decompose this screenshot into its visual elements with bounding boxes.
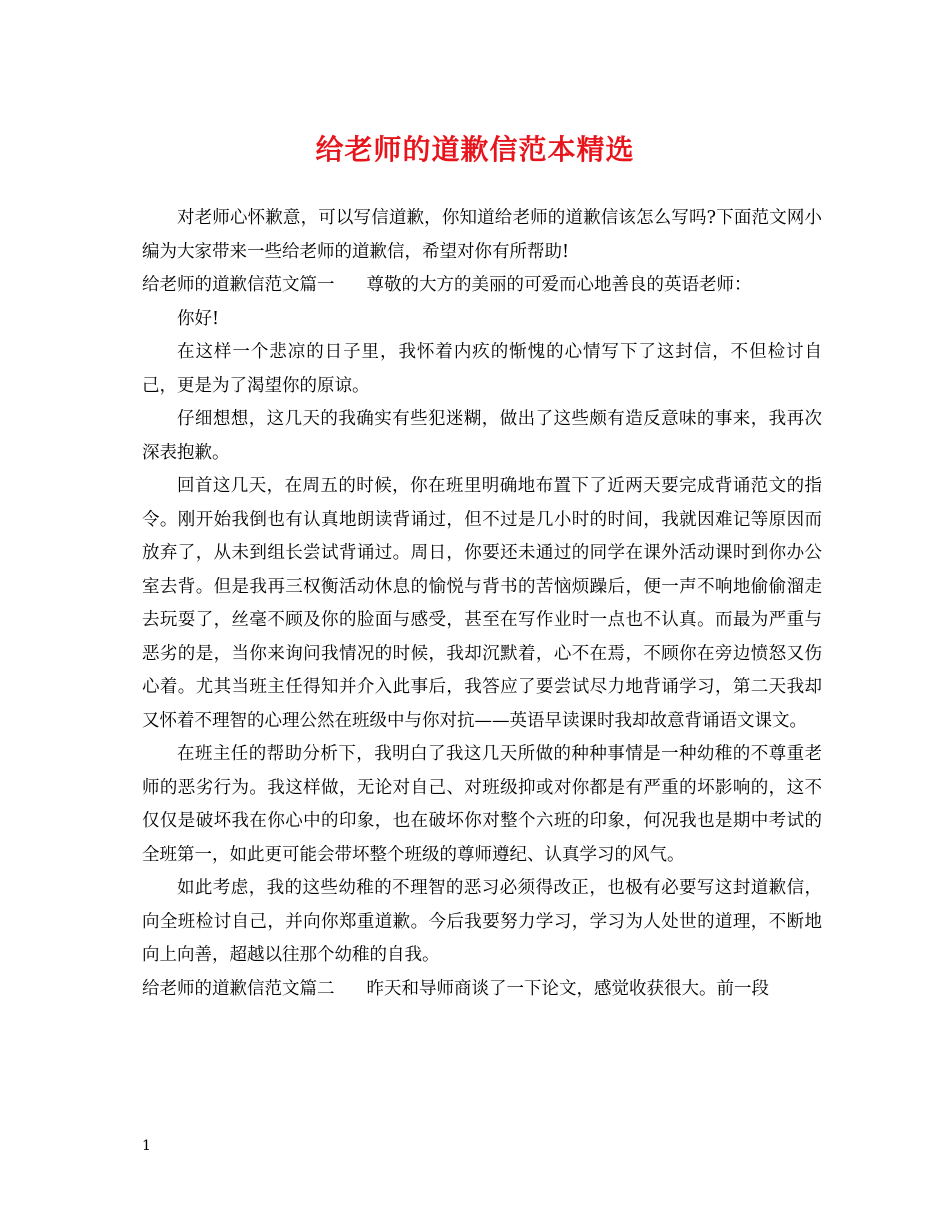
section-1-paragraph: 在这样一个悲凉的日子里，我怀着内疚的惭愧的心情写下了这封信，不但检讨自己，更是为了渴望你的原谅。 (142, 342, 822, 396)
section-1-heading: 给老师的道歉信范文篇一 (142, 275, 335, 295)
section-1-heading-line (142, 269, 822, 303)
section-1-paragraph: 如此考虑，我的这些幼稚的不理智的恶习必须得改正，也极有必要写这封道歉信，向全班检讨自己，并向你郑重道歉。今后我要努力学习，学习为人处世的道理，不断地向上向善，超越以往那个幼稚的自我。 (142, 878, 822, 965)
section-1-paragraph: 仔细想想，这几天的我确实有些犯迷糊，做出了这些颇有造反意味的事来，我再次深表抱歉。 (142, 409, 822, 463)
intro-paragraph: 对老师心怀歉意，可以写信道歉，你知道给老师的道歉信该怎么写吗?下面范文网小编为大家带来一些给老师的道歉信，希望对你有所帮助! (142, 208, 822, 262)
document-title: 给老师的道歉信范本精选 (315, 133, 635, 166)
section-2-first-line: 昨天和导师商谈了一下论文，感觉收获很大。前一段 (366, 978, 769, 999)
section-1-paragraph: 在班主任的帮助分析下，我明白了我这几天所做的种种事情是一种幼稚的不尊重老师的恶劣行为。我这样做，无论对自己、对班级抑或对你都是有严重的坏影响的，这不仅仅是破坏我在你心中的印象，也在破坏你对整个六班的印象，何况我也是期中考试的全班第一，如此更可能会带坏整个班级的尊师遵纪、认真学习的风气。 (142, 744, 822, 865)
section-1-greeting: 你好! (177, 308, 220, 329)
page-number: 1 (142, 1138, 151, 1154)
section-1-salutation: 尊敬的大方的美丽的可爱而心地善良的英语老师： (366, 275, 752, 295)
section-2-heading-line (142, 973, 822, 1007)
section-2-heading: 给老师的道歉信范文篇二 (142, 978, 335, 999)
section-1-paragraph: 回首这几天，在周五的时候，你在班里明确地布置下了近两天要完成背诵范文的指令。刚开始我倒也有认真地朗读背诵过，但不过是几小时的时间，我就因难记等原因而放弃了，从未到组长尝试背诵过。周日，你要还未通过的同学在课外活动课时到你办公室去背。但是我再三权衡活动休息的愉悦与背书的苦恼烦躁后，便一声不响地偷偷溜走去玩耍了，丝毫不顾及你的脸面与感受，甚至在写作业时一点也不认真。而最为严重与恶劣的是，当你来询问我情况的时候，我却沉默着，心不在焉，不顾你在旁边愤怒又伤心着。尤其当班主任得知并介入此事后，我答应了要尝试尽力地背诵学习，第二天我却又怀着不理智的心理公然在班级中与你对抗——英语早读课时我却故意背诵语文课文。 (142, 476, 822, 731)
document-body (142, 202, 822, 1006)
